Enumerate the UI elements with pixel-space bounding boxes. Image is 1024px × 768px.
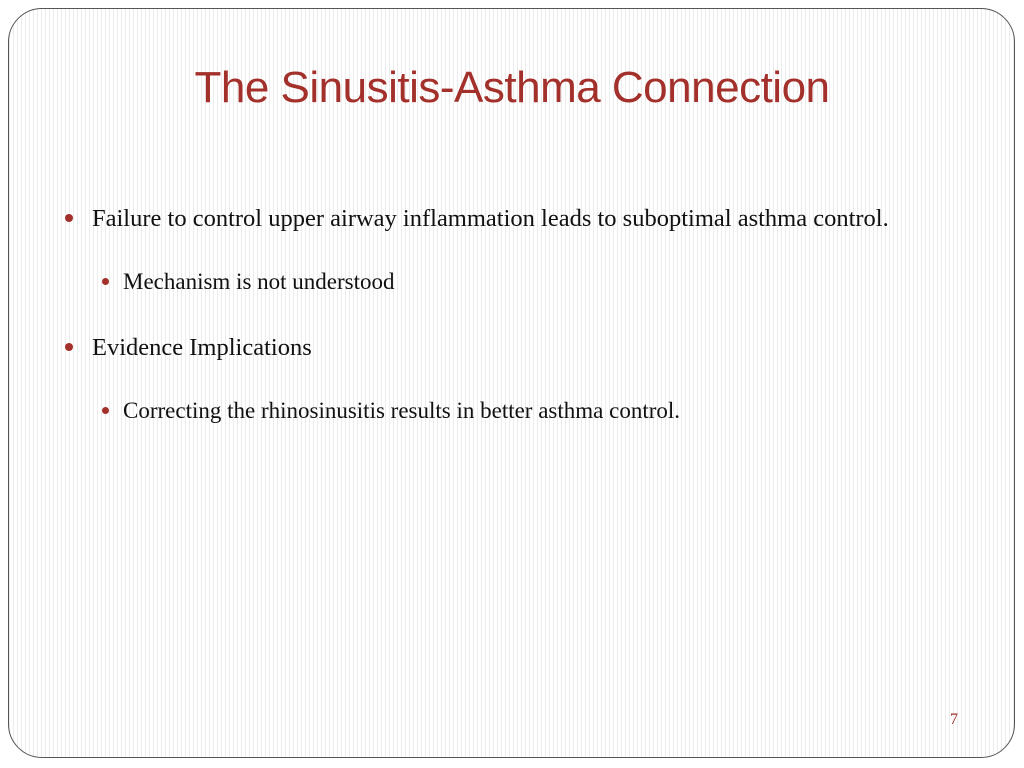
page-number: 7 xyxy=(950,711,958,728)
bullet-item-level-1: Evidence Implications xyxy=(92,334,312,361)
slide-frame xyxy=(8,8,1015,758)
slide-title: The Sinusitis-Asthma Connection xyxy=(194,63,830,112)
bullet-dot-icon xyxy=(65,343,73,351)
bullet-item-level-2: Mechanism is not understood xyxy=(123,269,395,294)
bullet-dot-icon xyxy=(102,407,109,414)
bullet-dot-icon xyxy=(102,278,109,285)
bullet-dot-icon xyxy=(65,214,73,222)
bullet-item-level-1: Failure to control upper airway inflammation leads to suboptimal asthma control. xyxy=(92,205,889,232)
bullet-item-level-2: Correcting the rhinosinusitis results in better asthma control. xyxy=(123,398,681,423)
